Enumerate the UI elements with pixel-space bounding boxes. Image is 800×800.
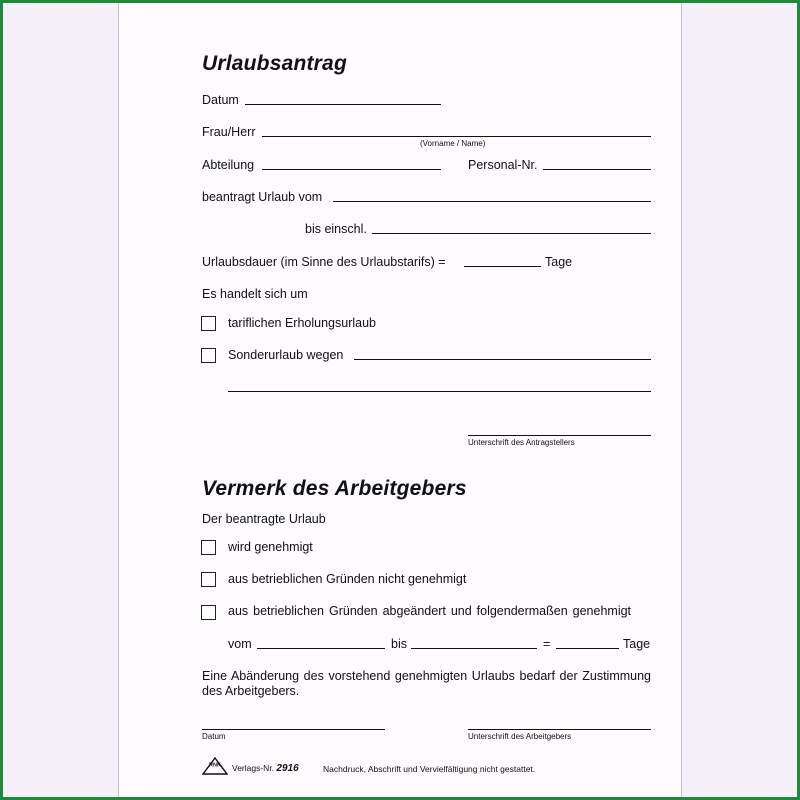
verlag-nr	[232, 763, 299, 774]
approval-note: Eine Abänderung des vorstehend genehmigten Urlaubs bedarf der Zustimmung des Arbeitgebers.	[202, 669, 651, 698]
employer-intro: Der beantragte Urlaub	[202, 512, 326, 526]
logo-letter-top: RNK	[209, 762, 221, 769]
personal-nr-label: Personal-Nr.	[468, 158, 538, 172]
employer-datum-field[interactable]	[202, 729, 385, 730]
tage-label: Tage	[545, 255, 573, 269]
employer-signature-field[interactable]	[468, 729, 651, 730]
es-handelt-label: Es handelt sich um	[202, 287, 308, 301]
bis-einschl-label: bis einschl.	[305, 222, 367, 236]
employer-signature-label: Unterschrift des Arbeitgebers	[468, 732, 572, 741]
denied-label: aus betrieblichen Gründen nicht genehmigt	[228, 572, 467, 586]
datum-label: Datum	[202, 93, 239, 107]
verlag-nr-value: 2916	[276, 763, 299, 774]
employer-section-title: Vermerk des Arbeitgebers	[202, 477, 467, 500]
modified-checkbox[interactable]	[201, 605, 216, 620]
name-hint: (Vorname / Name)	[420, 139, 486, 148]
urlaub-vom-label: beantragt Urlaub vom	[202, 190, 323, 204]
tariflich-label: tariflichen Erholungsurlaub	[228, 316, 377, 330]
datum-field[interactable]	[245, 104, 441, 105]
approved-checkbox[interactable]	[201, 540, 216, 555]
applicant-signature-label: Unterschrift des Antragstellers	[468, 438, 575, 447]
employer-equals: =	[543, 637, 551, 651]
urlaub-vom-field[interactable]	[333, 201, 651, 202]
sonderurlaub-reason-field-2[interactable]	[228, 391, 651, 392]
personal-nr-field[interactable]	[543, 169, 651, 170]
bis-einschl-field[interactable]	[372, 233, 651, 234]
abteilung-label: Abteilung	[202, 158, 255, 172]
tariflich-checkbox[interactable]	[201, 316, 216, 331]
verlag-nr-label: Verlags-Nr.	[232, 763, 275, 773]
publisher-logo-icon	[202, 757, 228, 775]
copyright-notice: Nachdruck, Abschrift und Vervielfältigung nicht gestattet.	[323, 764, 536, 774]
name-field[interactable]	[262, 136, 651, 137]
employer-vom-field[interactable]	[257, 648, 385, 649]
employer-vom-label: vom	[228, 637, 252, 651]
employer-datum-label: Datum	[202, 732, 226, 741]
employer-bis-field[interactable]	[411, 648, 537, 649]
applicant-signature-field[interactable]	[468, 435, 651, 436]
denied-checkbox[interactable]	[201, 572, 216, 587]
sonderurlaub-reason-field[interactable]	[354, 359, 651, 360]
urlaubsdauer-field[interactable]	[464, 266, 541, 267]
employer-tage-field[interactable]	[556, 648, 619, 649]
urlaubsdauer-label: Urlaubsdauer (im Sinne des Urlaubstarifs) =	[202, 255, 446, 269]
employer-tage-label: Tage	[623, 637, 651, 651]
approved-label: wird genehmigt	[228, 540, 313, 554]
form-title: Urlaubsantrag	[202, 52, 347, 75]
employer-bis-label: bis	[391, 637, 407, 651]
sonderurlaub-checkbox[interactable]	[201, 348, 216, 363]
name-label: Frau/Herr	[202, 125, 256, 139]
modified-label: aus betrieblichen Gründen abgeändert und folgendermaßen genehmigt	[228, 604, 632, 618]
abteilung-field[interactable]	[262, 169, 441, 170]
sonderurlaub-label: Sonderurlaub wegen	[228, 348, 344, 362]
